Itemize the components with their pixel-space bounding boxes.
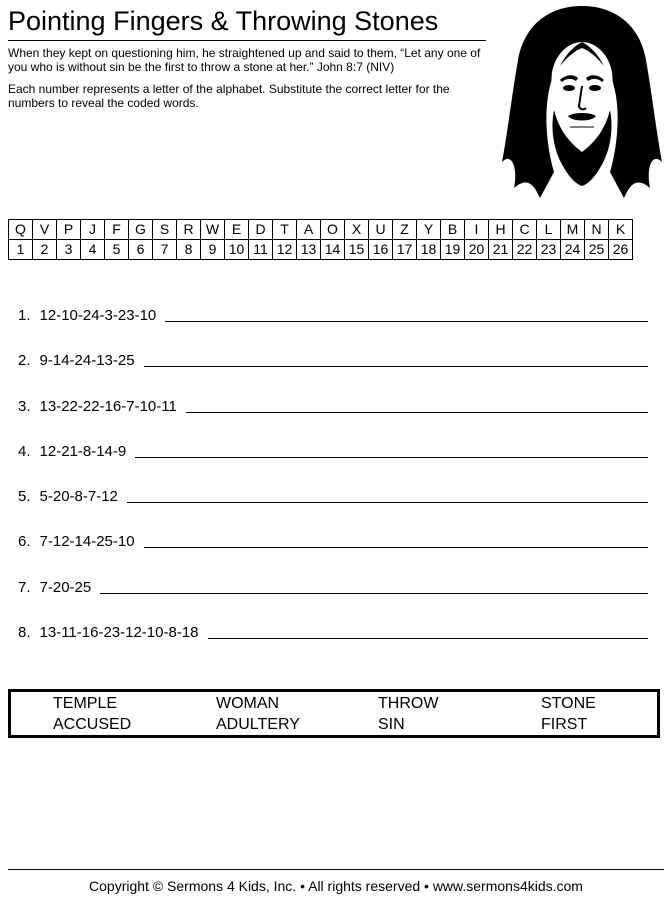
puzzle-number: 8.	[18, 624, 31, 641]
puzzle-item-5	[18, 483, 648, 505]
cipher-number: 20	[465, 240, 489, 260]
cipher-letter: B	[441, 220, 465, 240]
cipher-letter: P	[57, 220, 81, 240]
puzzle-item-3	[18, 393, 648, 415]
cipher-letter: U	[369, 220, 393, 240]
cipher-number: 15	[345, 240, 369, 260]
cipher-letter: K	[609, 220, 633, 240]
cipher-letter: S	[153, 220, 177, 240]
cipher-number: 14	[321, 240, 345, 260]
cipher-letter: R	[177, 220, 201, 240]
answer-line[interactable]	[165, 321, 648, 322]
puzzle-number: 6.	[18, 533, 31, 550]
puzzle-item-2	[18, 347, 648, 369]
answer-line[interactable]	[144, 366, 648, 367]
cipher-letters-row	[9, 220, 633, 240]
word-bank-word: ACCUSED	[53, 716, 132, 733]
cipher-letter: N	[585, 220, 609, 240]
cipher-key-table	[8, 219, 633, 260]
cipher-number: 18	[417, 240, 441, 260]
footer-divider	[8, 869, 664, 870]
answer-line[interactable]	[135, 457, 648, 458]
puzzle-number: 2.	[18, 352, 31, 369]
puzzle-number: 3.	[18, 398, 31, 415]
page-title: Pointing Fingers & Throwing Stones	[8, 6, 439, 36]
cipher-letter: H	[489, 220, 513, 240]
cipher-letter: M	[561, 220, 585, 240]
puzzle-item-7	[18, 574, 648, 596]
cipher-number: 22	[513, 240, 537, 260]
cipher-letter: G	[129, 220, 153, 240]
word-bank	[8, 689, 660, 738]
cipher-letter: L	[537, 220, 561, 240]
cipher-letter: C	[513, 220, 537, 240]
cipher-letter: I	[465, 220, 489, 240]
cipher-letter: F	[105, 220, 129, 240]
cipher-number: 1	[9, 240, 33, 260]
puzzle-item-1	[18, 302, 648, 324]
cipher-number: 9	[201, 240, 225, 260]
puzzle-code: 13-22-22-16-7-10-11	[39, 398, 177, 415]
cipher-number: 17	[393, 240, 417, 260]
cipher-number: 10	[225, 240, 249, 260]
word-bank-word: TEMPLE	[53, 695, 118, 712]
cipher-letter: X	[345, 220, 369, 240]
title-divider	[8, 40, 486, 41]
cipher-number: 6	[129, 240, 153, 260]
puzzle-number: 1.	[18, 307, 31, 324]
answer-line[interactable]	[100, 593, 648, 594]
cipher-letter: T	[273, 220, 297, 240]
word-bank-word: WOMAN	[216, 695, 280, 712]
puzzle-item-6	[18, 528, 648, 550]
cipher-number: 23	[537, 240, 561, 260]
cipher-number: 2	[33, 240, 57, 260]
puzzle-item-8	[18, 619, 648, 641]
cipher-number: 4	[81, 240, 105, 260]
word-bank-word: SIN	[378, 716, 405, 733]
cipher-letter: Q	[9, 220, 33, 240]
jesus-portrait-illustration	[496, 2, 668, 198]
cipher-number: 19	[441, 240, 465, 260]
cipher-number: 24	[561, 240, 585, 260]
puzzle-number: 7.	[18, 579, 31, 596]
cipher-letter: D	[249, 220, 273, 240]
puzzle-item-4	[18, 438, 648, 460]
cipher-number: 16	[369, 240, 393, 260]
puzzle-code: 7-12-14-25-10	[39, 533, 135, 550]
cipher-letter: O	[321, 220, 345, 240]
cipher-number: 26	[609, 240, 633, 260]
puzzle-code: 13-11-16-23-12-10-8-18	[39, 624, 199, 641]
cipher-letter: A	[297, 220, 321, 240]
cipher-letter: V	[33, 220, 57, 240]
word-bank-word: THROW	[378, 695, 439, 712]
word-bank-word: STONE	[541, 695, 596, 712]
puzzle-code: 12-10-24-3-23-10	[39, 307, 157, 324]
puzzle-code: 7-20-25	[39, 579, 92, 596]
cipher-letter: J	[81, 220, 105, 240]
puzzle-number: 5.	[18, 488, 31, 505]
cipher-number: 7	[153, 240, 177, 260]
word-bank-word: FIRST	[541, 716, 588, 733]
cipher-number: 12	[273, 240, 297, 260]
answer-line[interactable]	[186, 412, 648, 413]
puzzle-code: 12-21-8-14-9	[39, 443, 127, 460]
copyright-footer: Copyright © Sermons 4 Kids, Inc. • All rights reserved • www.sermons4kids.com	[89, 878, 583, 894]
answer-line[interactable]	[144, 547, 648, 548]
word-bank-word: ADULTERY	[216, 716, 300, 733]
cipher-number: 21	[489, 240, 513, 260]
bible-verse: When they kept on questioning him, he straightened up and said to them, “Let any one of you who is without sin be the first to throw a stone at her.” John 8:7 (NIV)	[8, 46, 481, 74]
cipher-letter: Z	[393, 220, 417, 240]
cipher-number: 25	[585, 240, 609, 260]
cipher-letter: W	[201, 220, 225, 240]
puzzle-code: 9-14-24-13-25	[39, 352, 135, 369]
puzzle-number: 4.	[18, 443, 31, 460]
cipher-letter: Y	[417, 220, 441, 240]
answer-line[interactable]	[127, 502, 648, 503]
cipher-number: 8	[177, 240, 201, 260]
answer-line[interactable]	[208, 638, 648, 639]
cipher-number: 13	[297, 240, 321, 260]
cipher-number: 5	[105, 240, 129, 260]
cipher-number: 3	[57, 240, 81, 260]
instructions: Each number represents a letter of the alphabet. Substitute the correct letter for the numbers to reveal the coded words.	[8, 82, 450, 110]
cipher-letter: E	[225, 220, 249, 240]
puzzle-code: 5-20-8-7-12	[39, 488, 118, 505]
cipher-number: 11	[249, 240, 273, 260]
cipher-numbers-row	[9, 240, 633, 260]
